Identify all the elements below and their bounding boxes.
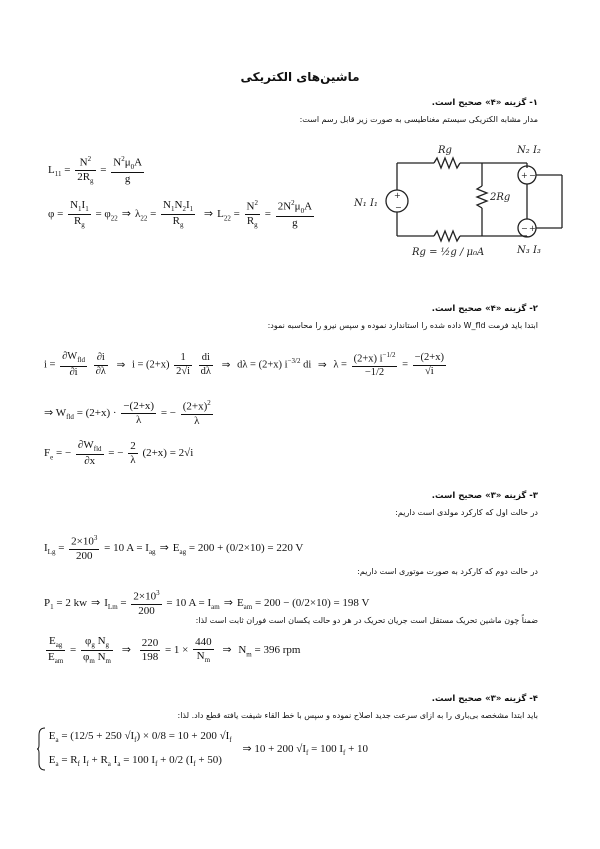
svg-text:−: −: [529, 171, 536, 180]
q3-eq3: $\frac{E_{ag}}{E_{am}}$ = $\frac{\varphi_g N_g}{\varphi_m N_m}$ ⇒ $\frac{220}{198}$ = 1 × $\frac{440}{N_m}$ ⇒ $N_m = 396$ rpm: [48, 635, 301, 666]
q1-header: ۱- گزینه «۴» صحیح است.: [431, 98, 538, 108]
q3-eq2: $P_1 = 2$ kw ⇒ $I_{Lm}$ = $\frac{2\times 10^3}{200}$ = 10 $A = I_{am}$ ⇒ $E_{am} = 200 - (0/2\times 10) = 198$ V: [44, 589, 370, 617]
q4-brace-icon: [36, 727, 46, 774]
q1-intro: مدار مشابه الکتریکی سیستم مغناطیسی به صورت زیر قابل رسم است:: [299, 115, 538, 124]
q2-header: ۲- گزینه «۴» صحیح است.: [431, 304, 538, 314]
label-mid: 2Rg: [490, 192, 511, 203]
q1-eq1: $L_{11}$ = $\frac{N^2}{2R_g}$ = $\frac{N^2\mu_0A}{g}$: [48, 155, 143, 185]
svg-text:+: +: [529, 224, 536, 233]
svg-text:+: +: [394, 191, 401, 200]
label-rg-bottom: Rg = ½g / μ₀A: [412, 247, 485, 258]
q3-text1: در حالت اول که کارکرد مولدی است داریم:: [395, 508, 538, 517]
svg-text:−: −: [521, 224, 528, 233]
q3-header: ۳- گزینه «۳» صحیح است.: [431, 491, 538, 501]
q4-system: $E_a = (12/5 + 250$ $√I_f) \times 0/8 = 10 + 200$ $√I_f$ $E_a = R_f$ $I_f + R_a$ $I_a = 100$ $I_f + 0/2$ $(I_f + 50)$ ⇒ 10 + 200 $√I_f = 100$ $I_f + 10$: [36, 726, 368, 774]
label-src3: N₃ I₃: [517, 245, 541, 256]
svg-text:−: −: [395, 203, 402, 212]
q2-eq3: $F_e$ = − $\frac{\partial W_{fld}}{\partial x}$ = − $\frac{2}{\lambda}$ (2+x) = 2√i: [44, 439, 194, 468]
q3-eq1: $I_{Lg}$ = $\frac{2\times 10^3}{200}$ = 10 $A = I_{ag}$ ⇒ $E_{ag} = 200 + (0/2\times 10) = 220$ V: [44, 534, 304, 562]
q3-text3: ضمناً چون ماشین تحریک مستقل است جریان تحریک در هر دو حالت یکسان است فوران ثابت است لذا:: [195, 616, 538, 625]
page-title: ماشین‌های الکتریکی: [240, 70, 360, 84]
label-rg-top: Rg: [438, 145, 452, 156]
q2-intro: ابتدا باید فرمت W_fld داده شده را استاندارد نموده و سپس نیرو را محاسبه نمود:: [267, 321, 538, 330]
label-src1: N₁ I₁: [354, 198, 378, 209]
q4-text1: باید ابتدا مشخصه بی‌باری را به ازای سرعت جدید اصلاح نموده و سپس با خط القاء شیفت یافته قطع داد. لذا:: [177, 711, 538, 720]
magnetic-equivalent-circuit: [352, 128, 582, 268]
label-src2: N₂ I₂: [517, 145, 541, 156]
q2-eq1: i = $\frac{\partial W_{fld}}{\partial i}$ $\frac{\partial i}{\partial\lambda}$ ⇒ i = (2+x) $\frac{1}{2√i}$ $\frac{di}{d\lambda}$ ⇒ dλ = (2+x) $i^{-3/2}$ di ⇒ λ = $\frac{(2+x) i^{-1/2}}{-1/2}$ = $\frac{-(2+x)}{√i}$: [44, 351, 444, 378]
q4-header: ۴- گزینه «۳» صحیح است.: [431, 694, 538, 704]
q3-text2: در حالت دوم که کارکرد به صورت موتوری است داریم:: [357, 567, 538, 576]
q1-eq2: φ = $\frac{N_1I_1}{R_g}$ = $\varphi_{22}$ ⇒ $\lambda_{22}$ = $\frac{N_1N_2I_1}{R_g}$ ⇒ $L_{22}$ = $\frac{N^2}{R_g}$ = $\frac{2N^2\mu_0A}{g}$: [48, 199, 313, 230]
q2-eq2: ⇒ $W_{fld} = (2+x)$ · $\frac{-(2+x)}{\lambda}$ = − $\frac{(2+x)^2}{\lambda}$: [44, 399, 211, 427]
svg-text:+: +: [521, 171, 528, 180]
